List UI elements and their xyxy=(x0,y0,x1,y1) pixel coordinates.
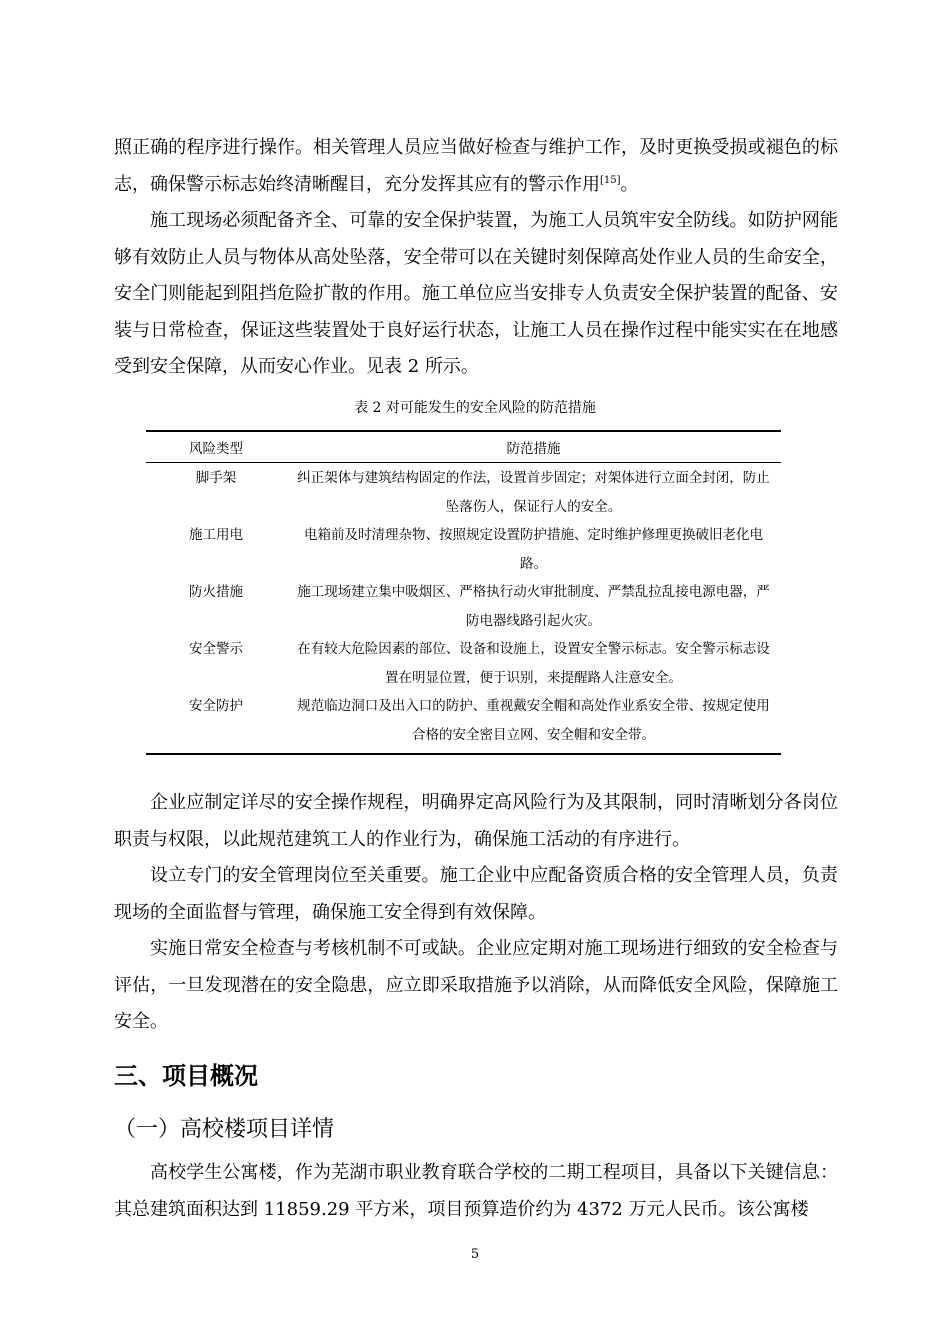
cell-risk-type: 防火措施 xyxy=(189,584,243,600)
cell-measure: 施工现场建立集中吸烟区、严格执行动火审批制度、严禁乱拉乱接电源电器，严防电器线路引起火灾。 xyxy=(297,584,770,629)
paragraph-daily-inspection: 实施日常安全检查与考核机制不可或缺。企业应定期对施工现场进行细致的安全检查与评估，一旦发现潜在的安全隐患，应立即采取措施予以消除，从而降低安全风险，保障施工安全。 xyxy=(114,938,838,1032)
citation-ref: [15] xyxy=(600,174,621,186)
risk-measures-table-wrap xyxy=(146,430,781,755)
cell-risk-type: 脚手架 xyxy=(195,470,237,486)
cell-measure: 在有较大危险因素的部位、设备和设施上，设置安全警示标志。安全警示标志设置在明显位置，便于识别，来提醒路人注意安全。 xyxy=(297,641,770,686)
cell-measure: 纠正架体与建筑结构固定的作法，设置首步固定；对架体进行立面全封闭，防止坠落伤人，保证行人的安全。 xyxy=(297,470,770,515)
table-row xyxy=(146,578,781,635)
cell-risk-type: 安全防护 xyxy=(189,698,243,714)
paragraph-project-info: 高校学生公寓楼，作为芜湖市职业教育联合学校的二期工程项目，具备以下关键信息：其总建筑面积达到 11859.29 平方米，项目预算造价约为 4372 万元人民币。该公寓楼 xyxy=(114,1162,838,1220)
paragraph-safety-devices: 施工现场必须配备齐全、可靠的安全保护装置，为施工人员筑牢安全防线。如防护网能够有效防止人员与物体从高处坠落，安全带可以在关键时刻保障高处作业人员的生命安全，安全门则能起到阻挡危险扩散的作用。施工单位应当安排专人负责安全保护装置的配备、安装与日常检查，保证这些装置处于良好运行状态，让施工人员在操作过程中能实实在在地感受到安全保障，从而安心作业。见表 2 所示。 xyxy=(114,210,838,377)
paragraph-text-end: 。 xyxy=(620,173,639,195)
cell-risk-type: 安全警示 xyxy=(189,641,243,657)
header-risk-type: 风险类型 xyxy=(146,431,286,463)
header-measures: 防范措施 xyxy=(286,431,781,463)
table-header-row xyxy=(146,431,781,463)
cell-risk-type: 施工用电 xyxy=(189,527,243,543)
paragraph-text: 照正确的程序进行操作。相关管理人员应当做好检查与维护工作，及时更换受损或褪色的标志，确保警示标志始终清晰醒目，充分发挥其应有的警示作用 xyxy=(114,137,838,195)
cell-measure: 电箱前及时清理杂物、按照规定设置防护措施、定时维护修理更换破旧老化电路。 xyxy=(304,527,763,572)
table-row xyxy=(146,635,781,692)
table-row xyxy=(146,692,781,754)
section-heading: 三、项目概况 xyxy=(114,1062,258,1090)
table-caption: 表 2 对可能发生的安全风险的防范措施 xyxy=(354,400,596,416)
page-number: 5 xyxy=(470,1247,480,1262)
risk-measures-table xyxy=(146,430,781,755)
table-row xyxy=(146,463,781,522)
subsection-heading: （一）高校楼项目详情 xyxy=(114,1117,335,1142)
paragraph-safety-post: 设立专门的安全管理岗位至关重要。施工企业中应配备资质合格的安全管理人员，负责现场的全面监督与管理，确保施工安全得到有效保障。 xyxy=(114,865,838,923)
paragraph-warning-signs xyxy=(114,130,838,203)
paragraph-operating-rules: 企业应制定详尽的安全操作规程，明确界定高风险行为及其限制，同时清晰划分各岗位职责与权限，以此规范建筑工人的作业行为，确保施工活动的有序进行。 xyxy=(114,792,838,850)
table-row xyxy=(146,521,781,578)
cell-measure: 规范临边洞口及出入口的防护、重视戴安全帽和高处作业系安全带、按规定使用合格的安全密目立网、安全帽和安全带。 xyxy=(297,698,770,743)
